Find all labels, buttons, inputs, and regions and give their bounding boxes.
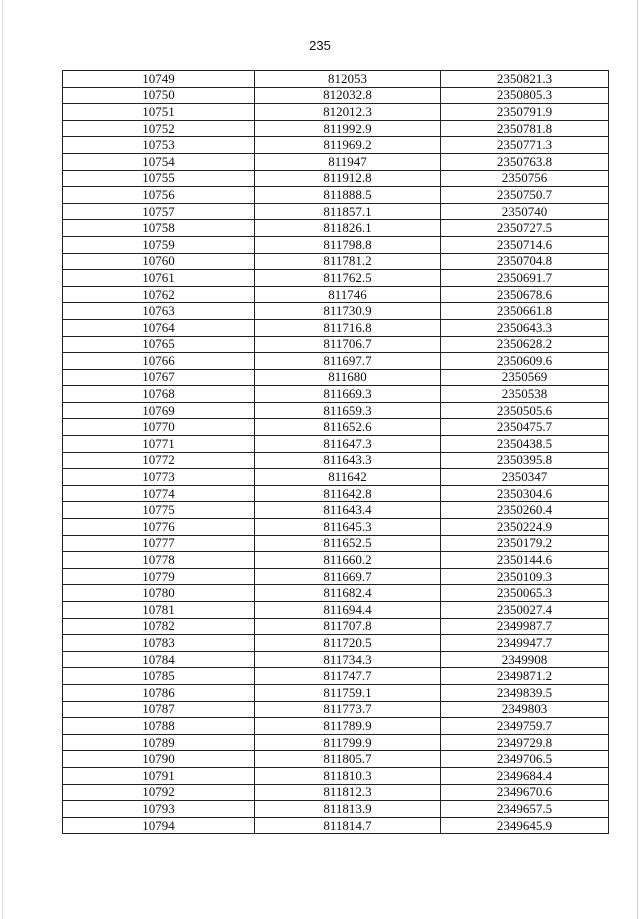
point-id-cell: 10751 <box>63 104 255 121</box>
x-coordinate-cell: 811805.7 <box>255 751 441 768</box>
y-coordinate-cell: 2350678.6 <box>441 286 609 303</box>
x-coordinate-cell: 811730.9 <box>255 303 441 320</box>
y-coordinate-cell: 2350691.7 <box>441 270 609 287</box>
point-id-cell: 10757 <box>63 203 255 220</box>
point-id-cell: 10762 <box>63 286 255 303</box>
x-coordinate-cell: 811947 <box>255 153 441 170</box>
x-coordinate-cell: 811992.9 <box>255 120 441 137</box>
x-coordinate-cell: 811810.3 <box>255 767 441 784</box>
x-coordinate-cell: 811781.2 <box>255 253 441 270</box>
y-coordinate-cell: 2349684.4 <box>441 767 609 784</box>
table-row <box>63 767 609 784</box>
table-row <box>63 236 609 253</box>
point-id-cell: 10779 <box>63 568 255 585</box>
y-coordinate-cell: 2349839.5 <box>441 684 609 701</box>
x-coordinate-cell: 811813.9 <box>255 801 441 818</box>
table-row <box>63 452 609 469</box>
point-id-cell: 10793 <box>63 801 255 818</box>
point-id-cell: 10782 <box>63 618 255 635</box>
table-row <box>63 353 609 370</box>
x-coordinate-cell: 811716.8 <box>255 319 441 336</box>
x-coordinate-cell: 811857.1 <box>255 203 441 220</box>
y-coordinate-cell: 2350628.2 <box>441 336 609 353</box>
x-coordinate-cell: 811798.8 <box>255 236 441 253</box>
point-id-cell: 10759 <box>63 236 255 253</box>
x-coordinate-cell: 811812.3 <box>255 784 441 801</box>
point-id-cell: 10771 <box>63 436 255 453</box>
point-id-cell: 10772 <box>63 452 255 469</box>
table-row <box>63 386 609 403</box>
table-row <box>63 618 609 635</box>
y-coordinate-cell: 2350027.4 <box>441 602 609 619</box>
x-coordinate-cell: 811643.3 <box>255 452 441 469</box>
x-coordinate-cell: 811694.4 <box>255 602 441 619</box>
x-coordinate-cell: 811969.2 <box>255 137 441 154</box>
point-id-cell: 10785 <box>63 668 255 685</box>
y-coordinate-cell: 2350224.9 <box>441 519 609 536</box>
point-id-cell: 10791 <box>63 767 255 784</box>
y-coordinate-cell: 2350791.9 <box>441 104 609 121</box>
point-id-cell: 10787 <box>63 701 255 718</box>
y-coordinate-cell: 2350805.3 <box>441 87 609 104</box>
y-coordinate-cell: 2350756 <box>441 170 609 187</box>
x-coordinate-cell: 811746 <box>255 286 441 303</box>
x-coordinate-cell: 812053 <box>255 71 441 88</box>
y-coordinate-cell: 2349657.5 <box>441 801 609 818</box>
x-coordinate-cell: 811912.8 <box>255 170 441 187</box>
y-coordinate-cell: 2350661.8 <box>441 303 609 320</box>
point-id-cell: 10770 <box>63 419 255 436</box>
table-row <box>63 718 609 735</box>
table-row <box>63 419 609 436</box>
table-row <box>63 203 609 220</box>
y-coordinate-cell: 2350714.6 <box>441 236 609 253</box>
point-id-cell: 10760 <box>63 253 255 270</box>
page-number: 235 <box>309 38 331 53</box>
y-coordinate-cell: 2349947.7 <box>441 635 609 652</box>
x-coordinate-cell: 811734.3 <box>255 651 441 668</box>
table-row <box>63 336 609 353</box>
table-row <box>63 502 609 519</box>
table-row <box>63 485 609 502</box>
y-coordinate-cell: 2350704.8 <box>441 253 609 270</box>
coordinate-table-container <box>62 70 608 834</box>
y-coordinate-cell: 2350771.3 <box>441 137 609 154</box>
y-coordinate-cell: 2350475.7 <box>441 419 609 436</box>
point-id-cell: 10767 <box>63 369 255 386</box>
point-id-cell: 10792 <box>63 784 255 801</box>
x-coordinate-cell: 811643.4 <box>255 502 441 519</box>
point-id-cell: 10765 <box>63 336 255 353</box>
x-coordinate-cell: 812032.8 <box>255 87 441 104</box>
point-id-cell: 10781 <box>63 602 255 619</box>
table-row <box>63 220 609 237</box>
point-id-cell: 10754 <box>63 153 255 170</box>
y-coordinate-cell: 2350763.8 <box>441 153 609 170</box>
table-row <box>63 651 609 668</box>
x-coordinate-cell: 811669.7 <box>255 568 441 585</box>
table-row <box>63 104 609 121</box>
x-coordinate-cell: 811645.3 <box>255 519 441 536</box>
table-row <box>63 153 609 170</box>
x-coordinate-cell: 811647.3 <box>255 436 441 453</box>
y-coordinate-cell: 2350538 <box>441 386 609 403</box>
point-id-cell: 10775 <box>63 502 255 519</box>
y-coordinate-cell: 2350438.5 <box>441 436 609 453</box>
table-row <box>63 319 609 336</box>
x-coordinate-cell: 811720.5 <box>255 635 441 652</box>
y-coordinate-cell: 2350144.6 <box>441 552 609 569</box>
point-id-cell: 10788 <box>63 718 255 735</box>
table-row <box>63 552 609 569</box>
y-coordinate-cell: 2350395.8 <box>441 452 609 469</box>
point-id-cell: 10749 <box>63 71 255 88</box>
table-row <box>63 734 609 751</box>
point-id-cell: 10773 <box>63 469 255 486</box>
y-coordinate-cell: 2350304.6 <box>441 485 609 502</box>
table-row <box>63 303 609 320</box>
y-coordinate-cell: 2350179.2 <box>441 535 609 552</box>
x-coordinate-cell: 811660.2 <box>255 552 441 569</box>
point-id-cell: 10756 <box>63 187 255 204</box>
table-row <box>63 668 609 685</box>
point-id-cell: 10784 <box>63 651 255 668</box>
y-coordinate-cell: 2350260.4 <box>441 502 609 519</box>
table-row <box>63 684 609 701</box>
table-row <box>63 253 609 270</box>
x-coordinate-cell: 811659.3 <box>255 402 441 419</box>
point-id-cell: 10780 <box>63 585 255 602</box>
point-id-cell: 10778 <box>63 552 255 569</box>
x-coordinate-cell: 811759.1 <box>255 684 441 701</box>
x-coordinate-cell: 812012.3 <box>255 104 441 121</box>
page-left-edge <box>2 0 3 919</box>
point-id-cell: 10752 <box>63 120 255 137</box>
table-row <box>63 402 609 419</box>
y-coordinate-cell: 2349871.2 <box>441 668 609 685</box>
y-coordinate-cell: 2349803 <box>441 701 609 718</box>
point-id-cell: 10794 <box>63 817 255 834</box>
x-coordinate-cell: 811826.1 <box>255 220 441 237</box>
table-row <box>63 137 609 154</box>
y-coordinate-cell: 2350569 <box>441 369 609 386</box>
table-row <box>63 71 609 88</box>
point-id-cell: 10753 <box>63 137 255 154</box>
table-row <box>63 602 609 619</box>
table-row <box>63 751 609 768</box>
point-id-cell: 10774 <box>63 485 255 502</box>
point-id-cell: 10789 <box>63 734 255 751</box>
point-id-cell: 10761 <box>63 270 255 287</box>
table-row <box>63 568 609 585</box>
table-row <box>63 635 609 652</box>
x-coordinate-cell: 811888.5 <box>255 187 441 204</box>
point-id-cell: 10755 <box>63 170 255 187</box>
table-row <box>63 286 609 303</box>
point-id-cell: 10776 <box>63 519 255 536</box>
point-id-cell: 10783 <box>63 635 255 652</box>
table-row <box>63 270 609 287</box>
y-coordinate-cell: 2350109.3 <box>441 568 609 585</box>
x-coordinate-cell: 811762.5 <box>255 270 441 287</box>
table-row <box>63 436 609 453</box>
table-row <box>63 87 609 104</box>
table-row <box>63 120 609 137</box>
y-coordinate-cell: 2350781.8 <box>441 120 609 137</box>
y-coordinate-cell: 2350643.3 <box>441 319 609 336</box>
x-coordinate-cell: 811697.7 <box>255 353 441 370</box>
y-coordinate-cell: 2350727.5 <box>441 220 609 237</box>
table-row <box>63 519 609 536</box>
coordinate-table <box>62 70 609 834</box>
table-row <box>63 469 609 486</box>
point-id-cell: 10786 <box>63 684 255 701</box>
x-coordinate-cell: 811642 <box>255 469 441 486</box>
y-coordinate-cell: 2349706.5 <box>441 751 609 768</box>
table-row <box>63 187 609 204</box>
point-id-cell: 10758 <box>63 220 255 237</box>
table-row <box>63 784 609 801</box>
x-coordinate-cell: 811669.3 <box>255 386 441 403</box>
table-row <box>63 535 609 552</box>
x-coordinate-cell: 811680 <box>255 369 441 386</box>
table-row <box>63 170 609 187</box>
x-coordinate-cell: 811706.7 <box>255 336 441 353</box>
x-coordinate-cell: 811789.9 <box>255 718 441 735</box>
y-coordinate-cell: 2350065.3 <box>441 585 609 602</box>
point-id-cell: 10764 <box>63 319 255 336</box>
y-coordinate-cell: 2349987.7 <box>441 618 609 635</box>
coordinate-table-body <box>63 71 609 834</box>
y-coordinate-cell: 2350740 <box>441 203 609 220</box>
y-coordinate-cell: 2349759.7 <box>441 718 609 735</box>
x-coordinate-cell: 811682.4 <box>255 585 441 602</box>
x-coordinate-cell: 811652.6 <box>255 419 441 436</box>
y-coordinate-cell: 2349645.9 <box>441 817 609 834</box>
y-coordinate-cell: 2349908 <box>441 651 609 668</box>
y-coordinate-cell: 2350347 <box>441 469 609 486</box>
y-coordinate-cell: 2350821.3 <box>441 71 609 88</box>
x-coordinate-cell: 811652.5 <box>255 535 441 552</box>
point-id-cell: 10768 <box>63 386 255 403</box>
point-id-cell: 10763 <box>63 303 255 320</box>
x-coordinate-cell: 811814.7 <box>255 817 441 834</box>
point-id-cell: 10766 <box>63 353 255 370</box>
y-coordinate-cell: 2349729.8 <box>441 734 609 751</box>
y-coordinate-cell: 2350609.6 <box>441 353 609 370</box>
y-coordinate-cell: 2350750.7 <box>441 187 609 204</box>
table-row <box>63 585 609 602</box>
y-coordinate-cell: 2350505.6 <box>441 402 609 419</box>
point-id-cell: 10790 <box>63 751 255 768</box>
x-coordinate-cell: 811773.7 <box>255 701 441 718</box>
table-row <box>63 701 609 718</box>
page-right-edge <box>637 0 638 919</box>
table-row <box>63 801 609 818</box>
point-id-cell: 10777 <box>63 535 255 552</box>
y-coordinate-cell: 2349670.6 <box>441 784 609 801</box>
x-coordinate-cell: 811707.8 <box>255 618 441 635</box>
point-id-cell: 10750 <box>63 87 255 104</box>
table-row <box>63 817 609 834</box>
table-row <box>63 369 609 386</box>
x-coordinate-cell: 811642.8 <box>255 485 441 502</box>
x-coordinate-cell: 811747.7 <box>255 668 441 685</box>
x-coordinate-cell: 811799.9 <box>255 734 441 751</box>
point-id-cell: 10769 <box>63 402 255 419</box>
